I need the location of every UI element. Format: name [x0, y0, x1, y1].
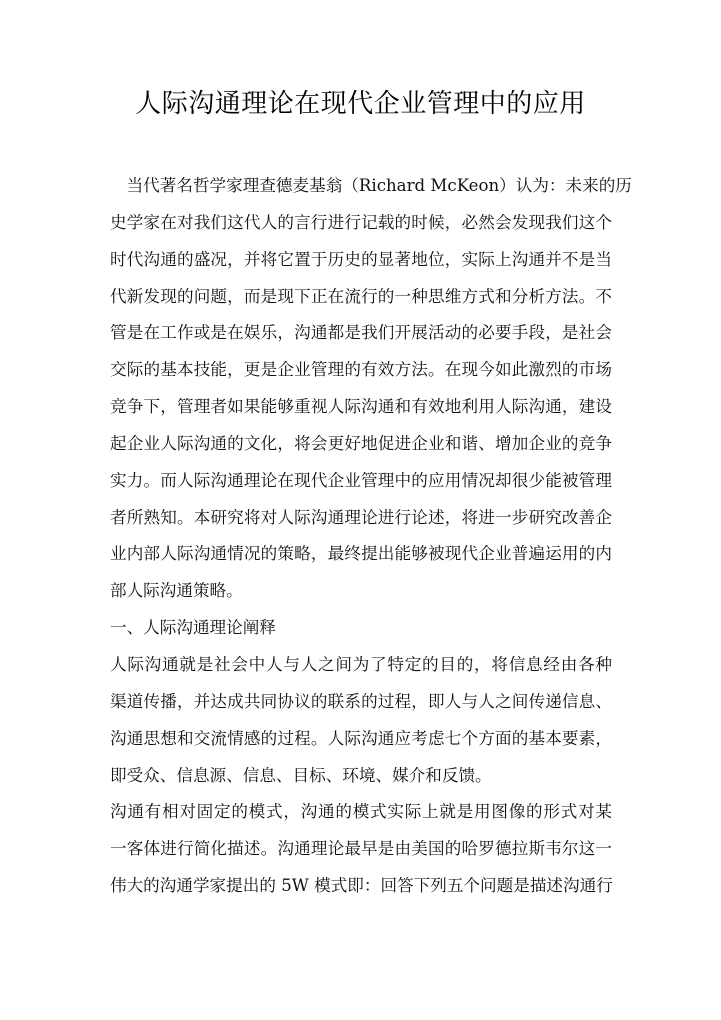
- document-body: [110, 168, 632, 905]
- text-line: 管是在工作或是在娱乐，沟通都是我们开展活动的必要手段，是社会: [110, 323, 612, 343]
- text-line: 即受众、信息源、信息、目标、环境、媒介和反馈。: [110, 765, 492, 785]
- text-line: 实力。而人际沟通理论在现代企业管理中的应用情况却很少能被管理: [110, 470, 612, 490]
- text-line: 当代著名哲学家理查德麦基翁（Richard McKeon）认为：未来的历: [110, 176, 632, 195]
- text-line: 时代沟通的盛况，并将它置于历史的显著地位，实际上沟通并不是当: [110, 249, 612, 269]
- text-line: 伟大的沟通学家提出的 5W 模式即：回答下列五个问题是描述沟通行: [110, 876, 613, 896]
- text-line: 一客体进行简化描述。沟通理论最早是由美国的哈罗德拉斯韦尔这一: [110, 839, 612, 859]
- text-line: 竞争下，管理者如果能够重视人际沟通和有效地利用人际沟通，建设: [110, 397, 612, 417]
- text-line: 沟通思想和交流情感的过程。人际沟通应考虑七个方面的基本要素，: [110, 728, 612, 748]
- text-line: 人际沟通就是社会中人与人之间为了特定的目的，将信息经由各种: [110, 654, 612, 674]
- text-line: 部人际沟通策略。: [110, 581, 243, 601]
- document-title: 人际沟通理论在现代企业管理中的应用: [135, 89, 586, 119]
- text-line: 史学家在对我们这代人的言行进行记载的时候，必然会发现我们这个: [110, 212, 612, 232]
- text-line: 业内部人际沟通情况的策略，最终提出能够被现代企业普遍运用的内: [110, 544, 612, 564]
- text-line: 渠道传播，并达成共同协议的联系的过程，即人与人之间传递信息、: [110, 691, 612, 711]
- text-line: 交际的基本技能，更是企业管理的有效方法。在现今如此激烈的市场: [110, 360, 612, 380]
- text-line: 代新发现的问题，而是现下正在流行的一种思维方式和分析方法。不: [110, 286, 612, 306]
- text-line: 起企业人际沟通的文化，将会更好地促进企业和谐、增加企业的竞争: [110, 433, 612, 453]
- text-line: 者所熟知。本研究将对人际沟通理论进行论述，将进一步研究改善企: [110, 507, 612, 527]
- text-line: 沟通有相对固定的模式，沟通的模式实际上就是用图像的形式对某: [110, 802, 612, 822]
- text-line: 一、人际沟通理论阐释: [110, 618, 276, 638]
